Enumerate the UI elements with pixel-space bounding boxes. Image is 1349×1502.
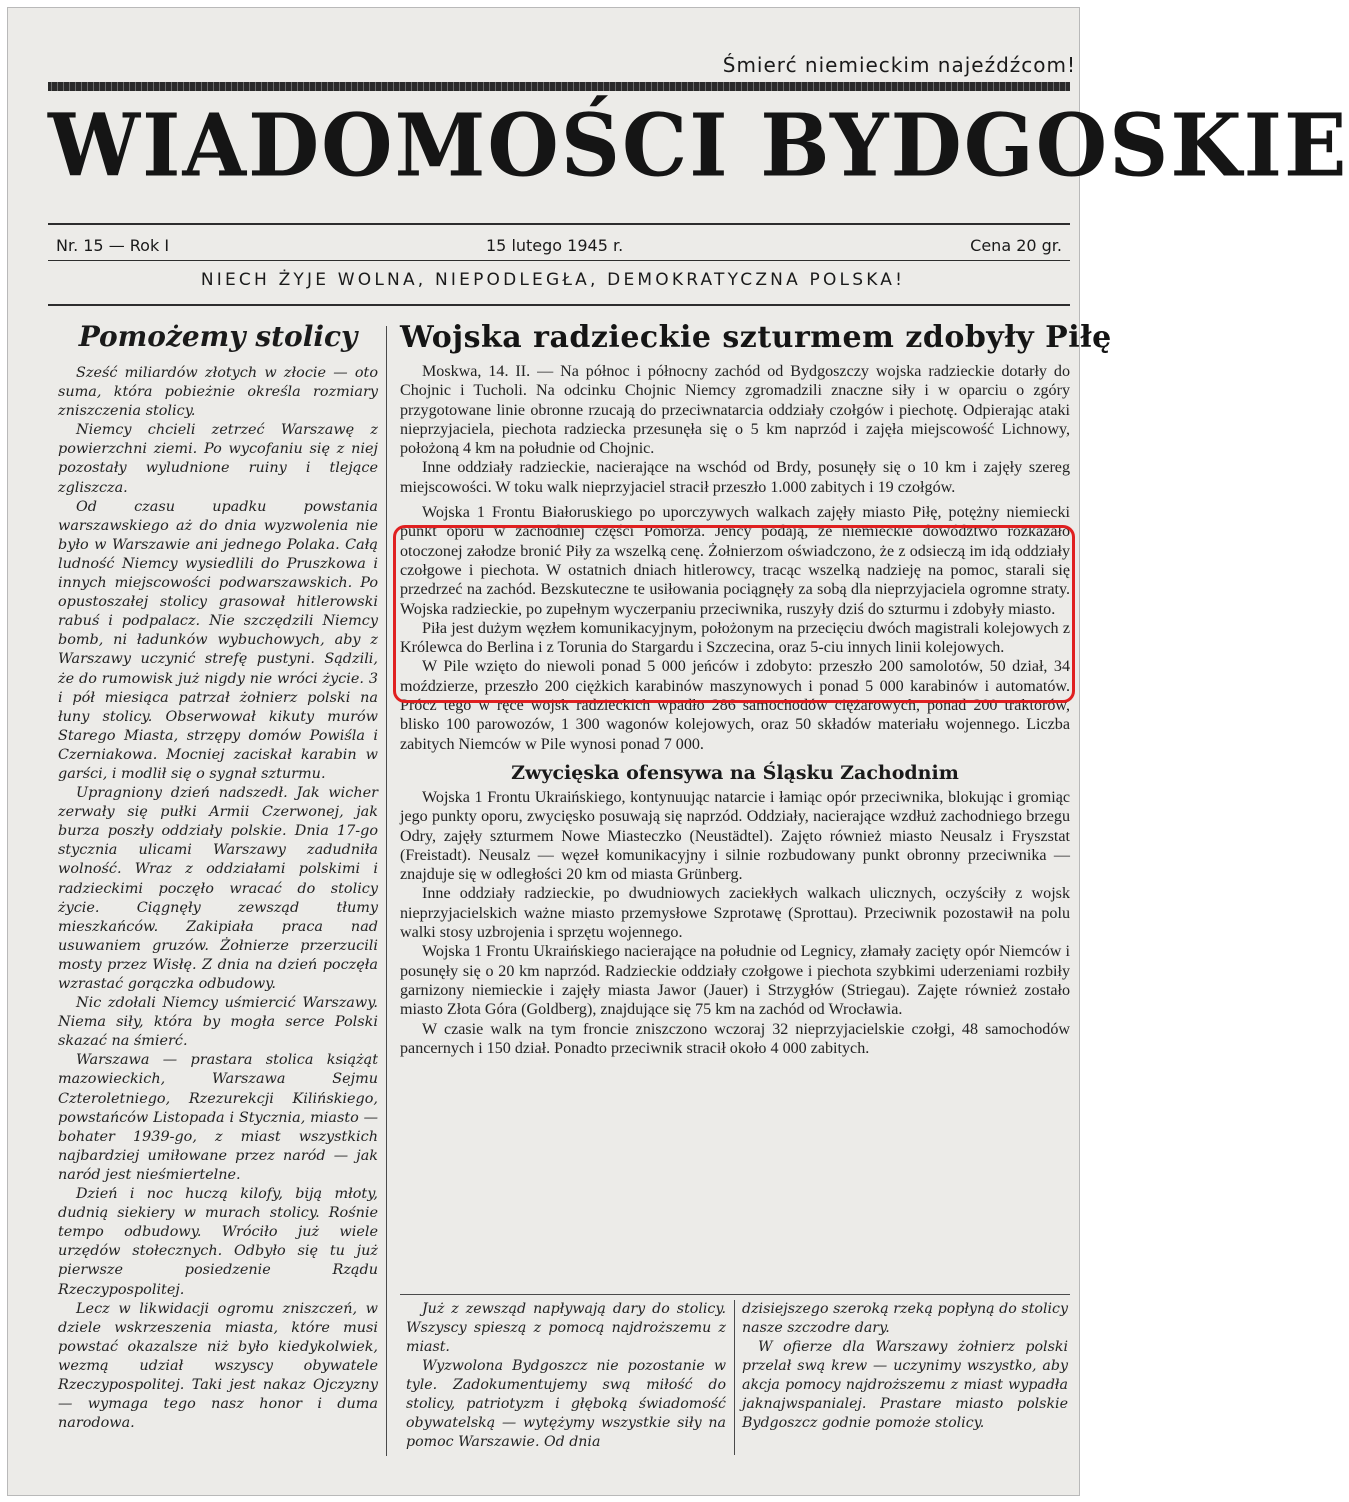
left-paragraph: Niemcy chcieli zetrzeć Warszawę z powierzchni ziemi. Po wycofaniu się z niej pozostały wyludnione ruiny i tlejące zgliszcza. (58, 422, 378, 496)
issue-number: Nr. 15 — Rok I (56, 236, 170, 255)
masthead-bottom-rule (48, 223, 1070, 225)
left-paragraph: Od czasu upadku powstania warszawskiego aż do dnia wyzwolenia nie było w Warszawie ani jednego Polaka. Całą ludność Niemcy wysiedlili do Pruszkowa i innych miejscowości podwarszawskich. Po opustoszałej stolicy grasował hitlerowski rabuś i podpalacz. Nie szczędzili Niemcy bomb, ni ładunków wybuchowych, aby z Warszawy uczynić strefę pustyni. Sądzili, że do rumowisk już nigdy nie wróci życie. 3 i pół miesiąca patrzał żołnierz polski na łuny stolicy. Obserwował kikuty murów Starego Miasta, strzępy domów Powiśla i Czerniakowa. Mocniej zaciskał karabin w garści, i modlił się o sygnał szturmu. (58, 498, 378, 782)
top-slogan: Śmierć niemieckim najeźdźcom! (722, 53, 1076, 77)
left-paragraph: Dzień i noc huczą kilofy, biją młoty, dudnią siekiery w murach stolicy. Rośnie tempo odbudowy. Wróciło już wiele urzędów stołecznych. Odbyło się tu już pierwsze posiedzenie Rządu Rzeczypospolitej. (58, 1186, 378, 1298)
main-paragraph: W Pile wzięto do niewoli ponad 5 000 jeńców i zdobyto: przeszło 200 samolotów, 50 dział, 34 moździerze, przeszło 200 ciężkich karabinów maszynowych i ponad 5 000 karabinów i automatów. Prócz tego w ręce wojsk radzieckich wpadło 286 samochodów ciężarowych, ponad 200 traktorów, blisko 100 parowozów, 1 300 wagonów kolejowych, oraz 50 składów materiału wojennego. Liczba zabitych Niemców w Pile wynosi ponad 7 000. (400, 658, 1070, 753)
left-paragraph: Nic zdołali Niemcy uśmiercić Warszawy. Niema siły, która by mogła serce Polski skazać na śmierć. (58, 995, 378, 1050)
bottom-left-paragraph: Już z zewsząd napływają dary do stolicy. Wszyscy spieszą z pomocą najdroższemu z miast. (406, 1301, 726, 1355)
main-paragraph: Inne oddziały radzieckie, nacierające na wschód od Brdy, posunęły się o 10 km i zajęły szereg miejscowości. W toku walk nieprzyjaciel stracił przeszło 1.000 zabitych i 19 czołgów. (400, 459, 1070, 496)
left-paragraph: Sześć miliardów złotych w złocie — oto suma, która pobieżnie określa rozmiary zniszczenia stolicy. (58, 365, 378, 420)
main-paragraph: Wojska 1 Frontu Ukraińskiego, kontynuując natarcie i łamiąc opór przeciwnika, blokując i gromiąc jego punkty oporu, zwycięsko posuwają się naprzód. Oddziały, nacierające wzdłuż zachodniego brzegu Odry, zajęły szturmem Nowe Miasteczko (Neustädtel). Zajęto również miasto Neusalz i Fryszstat (Freistadt). Neusalz — węzeł komunikacyjny i silnie rozbudowany punkt obronny przeciwnika — znajduje się w odległości 20 km od miasta Grünberg. (400, 788, 1070, 884)
main-paragraph: W czasie walk na tym froncie zniszczono wczoraj 32 nieprzyjacielskie czołgi, 48 samochodów pancernych i 150 dział. Ponadto przeciwnik stracił około 4 000 zabitych. (400, 1020, 1070, 1057)
bottom-right-continuation (742, 1300, 1068, 1433)
sub-column-divider (734, 1300, 735, 1455)
issue-date: 15 lutego 1945 r. (486, 236, 624, 255)
main-subheading: Zwycięska ofensywa na Śląsku Zachodnim (511, 761, 959, 784)
motto-rule (48, 304, 1070, 306)
issue-price: Cena 20 gr. (970, 236, 1062, 255)
main-article-body (400, 362, 1070, 1058)
bottom-right-paragraph: W ofierze dla Warszawy żołnierz polski przelał swą krew — uczynimy wszystko, aby akcja pomocy najdroższemu z miast wypadła jaknajwspanialej. Prastare miasto polskie Bydgoszcz godnie pomoże stolicy. (742, 1339, 1068, 1431)
bottom-left-continuation (406, 1300, 726, 1452)
newspaper-page (7, 7, 1349, 1496)
main-paragraph-highlighted: Wojska 1 Frontu Białoruskiego po uporczywych walkach zajęły miasto Piłę, potężny niemiecki punkt oporu w zachodniej części Pomorza. Jeńcy podają, że niemieckie dowództwo rozkazało otoczonej załodze bronić Piły za wszelką cenę. Żołnierzom oświadczono, że z odsieczą im idą oddziały czołgowe i piechota. W ostatnich dniach hitlerowcy, tracąc wszelką nadzieję na pomoc, starali się przedrzeć na zachód. Bezskuteczne te usiłowania pociągnęły za sobą dla nieprzyjaciela ogromne straty. Wojska radzieckie, po zupełnym wyczerpaniu przeciwnika, ruszyły dziś do szturmu i zdobyły miasto. (400, 504, 1070, 618)
main-paragraph: Moskwa, 14. II. — Na północ i północny zachód od Bydgoszczy wojska radzieckie dotarły do Chojnic i Tucholi. Na odcinku Chojnic Niemcy zgromadzili znaczne siły i w oparciu o zgóry przygotowane linie obronne rzucają do przeciwnatarcia oddziały czołgów i piechotę. Odpierając ataki nieprzyjaciela, piechota radziecka przesunęła się o 5 km naprzód i zajęła miejscowość Lichnowy, położoną 4 km na południe od Chojnic. (400, 363, 1070, 458)
red-highlight-box (393, 525, 1075, 703)
bottom-left-paragraph: Wyzwolona Bydgoszcz nie pozostanie w tyle. Zadokumentujemy swą miłość do stolicy, patriotyzm i głęboką świadomość obywatelską — wytężymy wszystkie siły na pomoc Warszawie. Od dnia (406, 1358, 726, 1450)
bottom-right-paragraph: dzisiejszego szeroką rzeką popłyną do stolicy nasze szczodre dary. (742, 1301, 1068, 1336)
masthead-top-rule (48, 82, 1070, 91)
left-article-title: Pomożemy stolicy (78, 320, 358, 353)
left-paragraph: Upragniony dzień nadszedł. Jak wicher zerwały się pułki Armii Czerwonej, jak burza poszły oddziały polskie. Dnia 17-go stycznia ulicami Warszawy zadudniła wolność. Wraz z oddziałami polskimi i radzieckimi poczęło wracać do stolicy życie. Ciągnęły zewsząd tłumy mieszkańców. Zakipiała praca nad usuwaniem gruzów. Żołnierze przerzucili mosty przez Wisłę. Z dnia na dzień poczęła wzrastać gorączka odbudowy. (58, 785, 378, 992)
masthead-title: WIADOMOŚCI BYDGOSKIE (48, 95, 1349, 197)
main-paragraph: Wojska 1 Frontu Ukraińskiego nacierające na południe od Legnicy, złamały zacięty opór Niemców i posunęły się o 20 km naprzód. Radzieckie oddziały czołgowe i piechota szybkimi uderzeniami rozbiły garnizony niemieckie i zajęły miasta Jawor (Jauer) i Strzygłów (Striegau). Zajęte również zostało miasto Złota Góra (Goldberg), znajdujące się 75 km na zachód od Wrocławia. (400, 943, 1070, 1019)
left-article-body (58, 364, 378, 1433)
main-paragraph: Inne oddziały radzieckie, po dwudniowych zaciekłych walkach ulicznych, oczyściły z wojsk nieprzyjacielskich ważne miasto przemysłowe Szprotawę (Sprottau). Przeciwnik pozostawił na polu walki stosy uzbrojenia i sprzętu wojennego. (400, 885, 1070, 942)
column-divider (386, 326, 387, 1456)
left-paragraph: Lecz w likwidacji ogromu zniszczeń, w dziele wskrzeszenia miasta, które musi powstać okazalsze niż było kiedykolwiek, wezmą udział wszyscy obywatele Rzeczypospolitej. Taki jest nakaz Ojczyzny — wymaga tego nasz honor i duma narodowa. (58, 1300, 378, 1432)
left-paragraph: Warszawa — prastara stolica książąt mazowieckich, Warszawa Sejmu Czteroletniego, Rzezurekcji Kilińskiego, powstańców Listopada i Stycznia, miasto — bohater 1939-go, z miast wszystkich najbardziej umiłowane przez naród — jak naród jest nieśmiertelne. (58, 1052, 378, 1183)
main-paragraph: Piła jest dużym węzłem komunikacyjnym, położonym na przecięciu dwóch magistrali kolejowych z Królewca do Berlina i z Torunia do Stargardu i Szczecina, oraz 5-ciu innych linii kolejowych. (400, 619, 1070, 657)
left-article (58, 320, 378, 1433)
main-article-title: Wojska radzieckie szturmem zdobyły Piłę (400, 320, 1112, 355)
motto-line: NIECH ŻYJE WOLNA, NIEPODLEGŁA, DEMOKRATYCZNA POLSKA! (200, 270, 906, 290)
sub-section-rule (400, 1294, 1070, 1295)
info-bar-rule (48, 260, 1070, 261)
